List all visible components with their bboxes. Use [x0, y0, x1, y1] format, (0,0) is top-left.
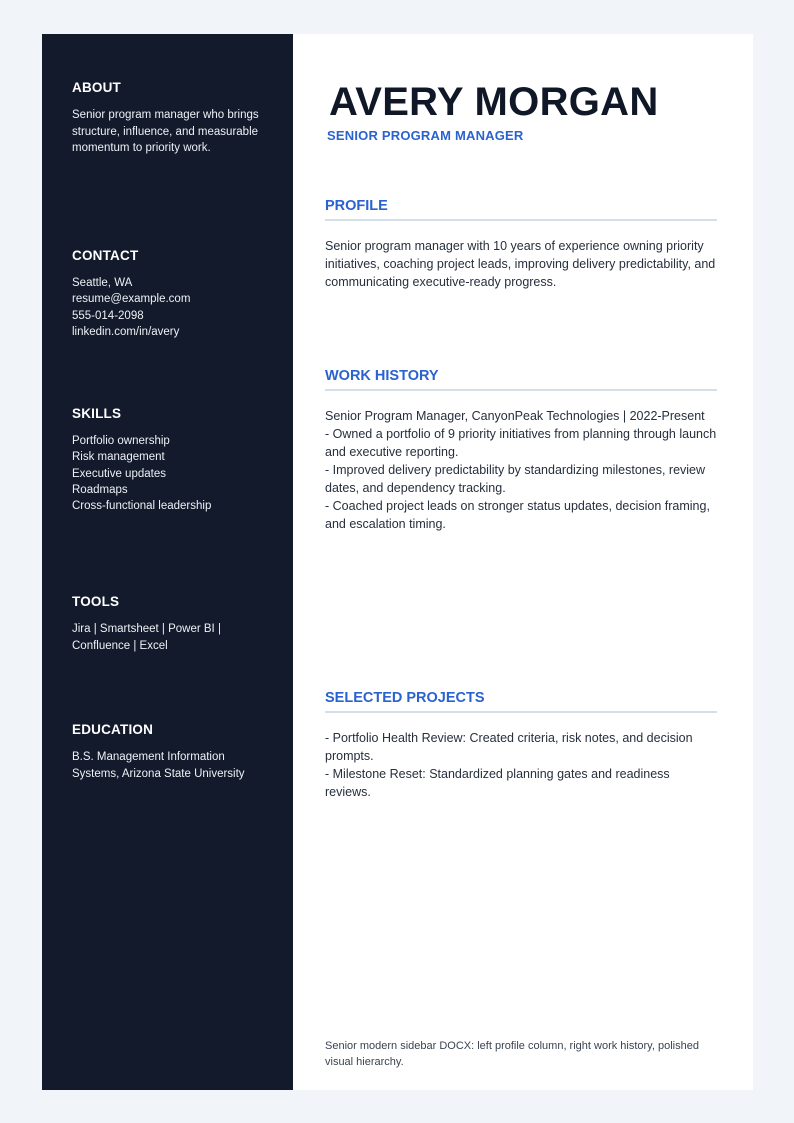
- tools-section: [72, 594, 262, 654]
- job-position: Senior Program Manager, CanyonPeak Technologies | 2022-Present: [325, 409, 705, 423]
- about-text: Senior program manager who brings structure, influence, and measurable momentum to priority work.: [72, 109, 259, 154]
- projects-body: [325, 729, 717, 801]
- main-column: [293, 34, 753, 1090]
- contact-title: CONTACT: [72, 248, 139, 263]
- job-bullet: - Owned a portfolio of 9 priority initiatives from planning through launch and executive reporting.: [325, 427, 717, 459]
- skill-item: Cross-functional leadership: [72, 500, 212, 513]
- profile-section: [325, 198, 717, 291]
- work-history-title: WORK HISTORY: [325, 368, 717, 391]
- job-bullet: - Coached project leads on stronger status updates, decision framing, and escalation timing.: [325, 499, 710, 531]
- work-history-section: [325, 368, 717, 533]
- tools-text: Jira | Smartsheet | Power BI | Confluence | Excel: [72, 623, 221, 652]
- job-bullet: - Improved delivery predictability by standardizing milestones, review dates, and dependency tracking.: [325, 463, 706, 495]
- skills-section: [72, 406, 262, 514]
- resume-page: [42, 34, 753, 1090]
- candidate-role: SENIOR PROGRAM MANAGER: [327, 128, 524, 143]
- project-bullet: - Portfolio Health Review: Created criteria, risk notes, and decision prompts.: [325, 731, 693, 763]
- footer-note: Senior modern sidebar DOCX: left profile column, right work history, polished visual hierarchy.: [325, 1040, 699, 1068]
- work-history-body: [325, 407, 717, 533]
- project-bullet: - Milestone Reset: Standardized planning gates and readiness reviews.: [325, 767, 670, 799]
- skill-item: Executive updates: [72, 467, 166, 480]
- contact-section: [72, 248, 262, 340]
- profile-title: PROFILE: [325, 198, 717, 221]
- skill-item: Risk management: [72, 451, 165, 464]
- skills-title: SKILLS: [72, 406, 122, 421]
- contact-phone: 555-014-2098: [72, 309, 144, 322]
- projects-title: SELECTED PROJECTS: [325, 690, 717, 713]
- about-title: ABOUT: [72, 80, 121, 95]
- contact-location: Seattle, WA: [72, 277, 133, 289]
- contact-email: resume@example.com: [72, 293, 191, 306]
- skill-item: Roadmaps: [72, 483, 128, 496]
- sidebar: [42, 34, 293, 1090]
- profile-text: Senior program manager with 10 years of experience owning priority initiatives, coaching project leads, improving delivery predictability, and communicating executive-ready progress.: [325, 239, 716, 289]
- projects-section: [325, 690, 717, 801]
- contact-linkedin: linkedin.com/in/avery: [72, 325, 180, 338]
- tools-title: TOOLS: [72, 594, 120, 609]
- education-section: [72, 722, 262, 782]
- candidate-name: AVERY MORGAN: [329, 80, 659, 124]
- education-text: B.S. Management Information Systems, Arizona State University: [72, 751, 245, 780]
- education-title: EDUCATION: [72, 722, 154, 737]
- about-section: [72, 80, 262, 157]
- skill-item: Portfolio ownership: [72, 435, 170, 447]
